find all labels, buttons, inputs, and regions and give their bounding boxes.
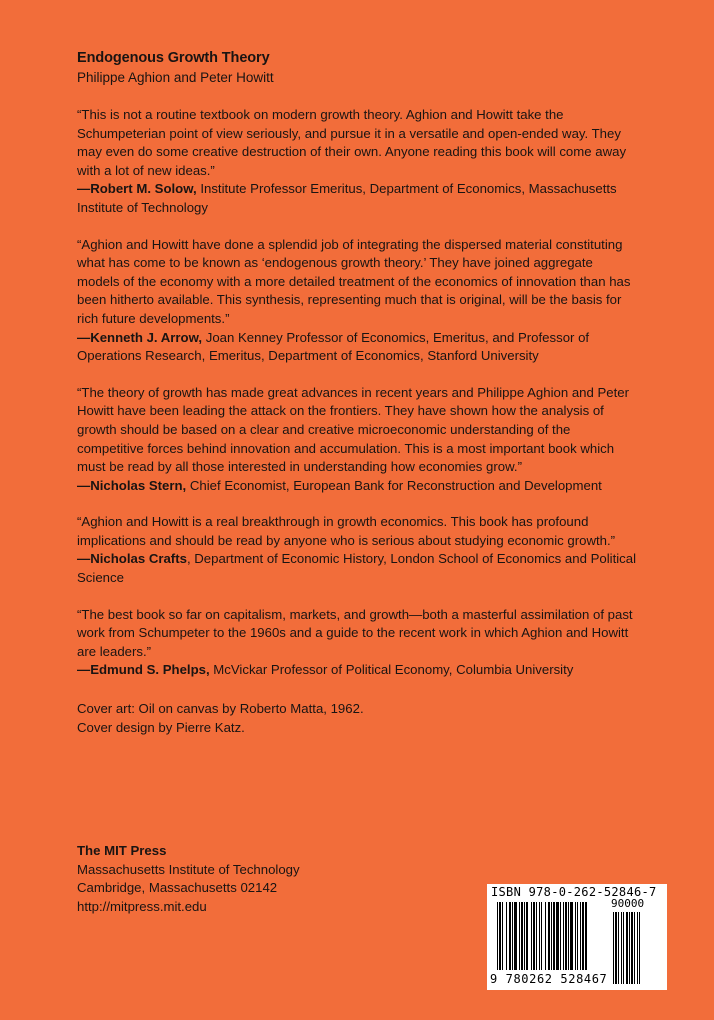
barcode-bar [521,902,523,970]
blurb-author-affiliation: Institute Professor Emeritus, Department of Economics, Massachusetts Institute of Technology [77,181,617,215]
blurb-quote: “Aghion and Howitt have done a splendid job of integrating the dispersed material constituting what has come to be known as ‘endogenous growth theory.’ They have joined aggregate models of the economy with a more detailed treatment of the economics of innovation than has been hitherto available. This synthesis, representing much that is original, will be the basis for rich future developments.” [77,236,631,326]
blurb-attribution [77,180,637,217]
ean-digits: 9 780262 528467 [490,972,608,986]
publisher-name: The MIT Press [77,843,167,858]
blurb-quote: “This is not a routine textbook on modern growth theory. Aghion and Howitt take the Schumpeterian point of view seriously, and pursue it in a versatile and open-ended way. They may even do some creative destruction of their own. Anyone reading this book will come away with a lot of new ideas.” [77,107,627,178]
barcode-bar [539,902,540,970]
blurb-stern [77,384,637,496]
barcode-bar [577,902,578,970]
blurb-phelps [77,606,637,680]
cover-design-credit: Cover design by Pierre Katz. [77,719,245,735]
barcode-addon-bar [621,912,622,984]
publisher-institution: Massachusetts Institute of Technology [77,861,300,877]
barcode-bar [556,902,559,970]
blurb-author-name: —Nicholas Crafts [77,551,187,567]
barcode-addon-bar [631,912,633,984]
publisher-address: Cambridge, Massachusetts 02142 [77,880,278,896]
barcode-bar [524,902,525,970]
blurb-attribution [77,329,637,366]
barcode-addon-bar [634,912,635,984]
barcode-bar [519,902,520,970]
barcode-bar [509,902,511,970]
cover-art-credit: Cover art: Oil on canvas by Roberto Matta, 1962. [77,701,364,717]
barcode-bar [497,902,498,970]
barcode-bar [506,902,507,970]
barcode-bar [533,902,535,970]
isbn-barcode [487,884,667,990]
book-authors: Philippe Aghion and Peter Howitt [77,70,274,85]
barcode-addon-bar [629,912,630,984]
blurb-attribution [77,661,637,680]
cover-credits [77,700,637,737]
isbn-number: ISBN 978-0-262-52846-7 [491,885,657,899]
barcode-addon-bar [613,912,614,984]
blurb-author-name: —Edmund S. Phelps, [77,662,210,678]
barcode-bar [502,902,503,970]
barcode-bar [570,902,573,970]
barcode-bar [512,902,513,970]
barcode-addon-bar [615,912,617,984]
barcode-bar [545,902,546,970]
barcode-bar [526,902,528,970]
barcode-bar [568,902,569,970]
blurb-attribution [77,477,637,496]
blurb-quote: “The best book so far on capitalism, markets, and growth—both a masterful assimilation of past work from Schumpeter to the 1960s and a guide to the recent work in which Aghion and Howitt are leaders.” [77,606,633,659]
barcode-addon-bar [626,912,628,984]
barcode-bar [553,902,555,970]
blurb-author-affiliation: Joan Kenney Professor of Economics, Emeritus, and Professor of Operations Research, Emeritus, Department of Economics, Stanford University [77,329,590,364]
barcode-bar [541,902,542,970]
blurb-author-affiliation: , Department of Economic History, London School of Economics and Political Science [77,551,637,586]
blurb-author-affiliation: McVickar Professor of Political Economy, Columbia University [209,662,574,678]
barcode-bar [585,902,587,970]
barcode-bar [536,902,537,970]
blurb-quote: “The theory of growth has made great advances in recent years and Philippe Aghion and Peter Howitt have been leading the attack on the frontiers. They have shown how the analysis of growth should be based on a clear and creative microeconomic understanding of the competitive forces behind innovation and accumulation. This is a most important book which must be read by all those interested in understanding how economies grow.” [77,384,630,475]
barcode-addon-bar [637,912,638,984]
publisher-url: http://mitpress.mit.edu [77,898,207,914]
barcode-bar [580,902,581,970]
book-title: Endogenous Growth Theory [77,50,270,66]
barcode-bar [563,902,564,970]
barcode-bar [551,902,552,970]
publisher-block [77,842,407,916]
blurb-arrow [77,236,637,366]
barcode-bar [582,902,584,970]
barcode-bar [565,902,567,970]
barcode-bar [531,902,532,970]
blurb-attribution [77,550,637,587]
isbn-addon-price: 90000 [611,897,645,910]
blurb-author-name: —Kenneth J. Arrow, [77,329,203,345]
blurb-quote: “Aghion and Howitt is a real breakthrough in growth economics. This book has profound implications and should be read by anyone who is serious about studying economic growth.” [77,514,616,548]
barcode-bar [548,902,550,970]
barcode-addon-bar [623,912,624,984]
barcode-bar [560,902,561,970]
barcode-bar [514,902,517,970]
blurb-author-affiliation: Chief Economist, European Bank for Reconstruction and Development [186,477,602,493]
barcode-bar [499,902,501,970]
blurb-author-name: —Nicholas Stern, [77,477,187,493]
back-cover-text [77,48,637,737]
blurb-solow [77,106,637,218]
blurb-author-name: —Robert M. Solow, [77,181,197,197]
barcode-bar [575,902,576,970]
blurb-crafts [77,513,637,587]
barcode-addon-bar [639,912,640,984]
barcode-addon-bar [618,912,619,984]
